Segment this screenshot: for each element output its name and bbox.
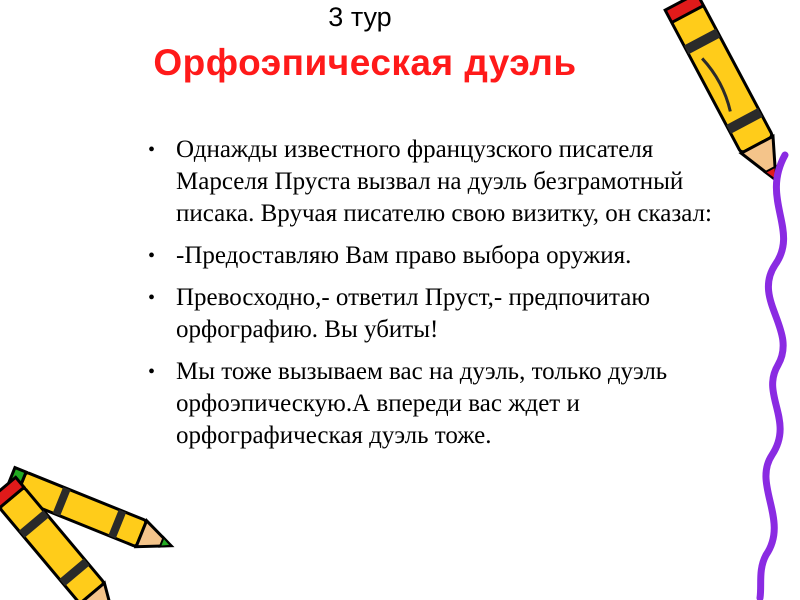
bullet-text: Однажды известного французского писателя Марселя Пруста вызвал на дуэль безграмотный писака. Вручая писателю свою визитку, он сказал: (176, 136, 712, 227)
bullet-dot-icon: • (148, 245, 156, 267)
slide-title: Орфоэпическая дуэль (153, 42, 577, 83)
bullet-dot-icon: • (148, 361, 156, 383)
slide-subtitle: 3 тур (328, 2, 392, 32)
purple-squiggle-line (760, 155, 785, 598)
bullet-dot-icon: • (148, 139, 156, 161)
crayon-pair-icon (0, 468, 176, 600)
bullet-text: -Предоставляю Вам право выбора оружия. (176, 242, 632, 269)
bullet-text: Превосходно,- ответил Пруст,- предпочитаю орфографию. Вы убиты! (176, 284, 651, 343)
bullet-dot-icon: • (148, 287, 156, 309)
bullet-text: Мы тоже вызываем вас на дуэль, только дуэль орфоэпическую.А впереди вас ждет и орфографическая дуэль тоже. (176, 358, 668, 449)
crayon-pencil-icon (665, 0, 792, 189)
